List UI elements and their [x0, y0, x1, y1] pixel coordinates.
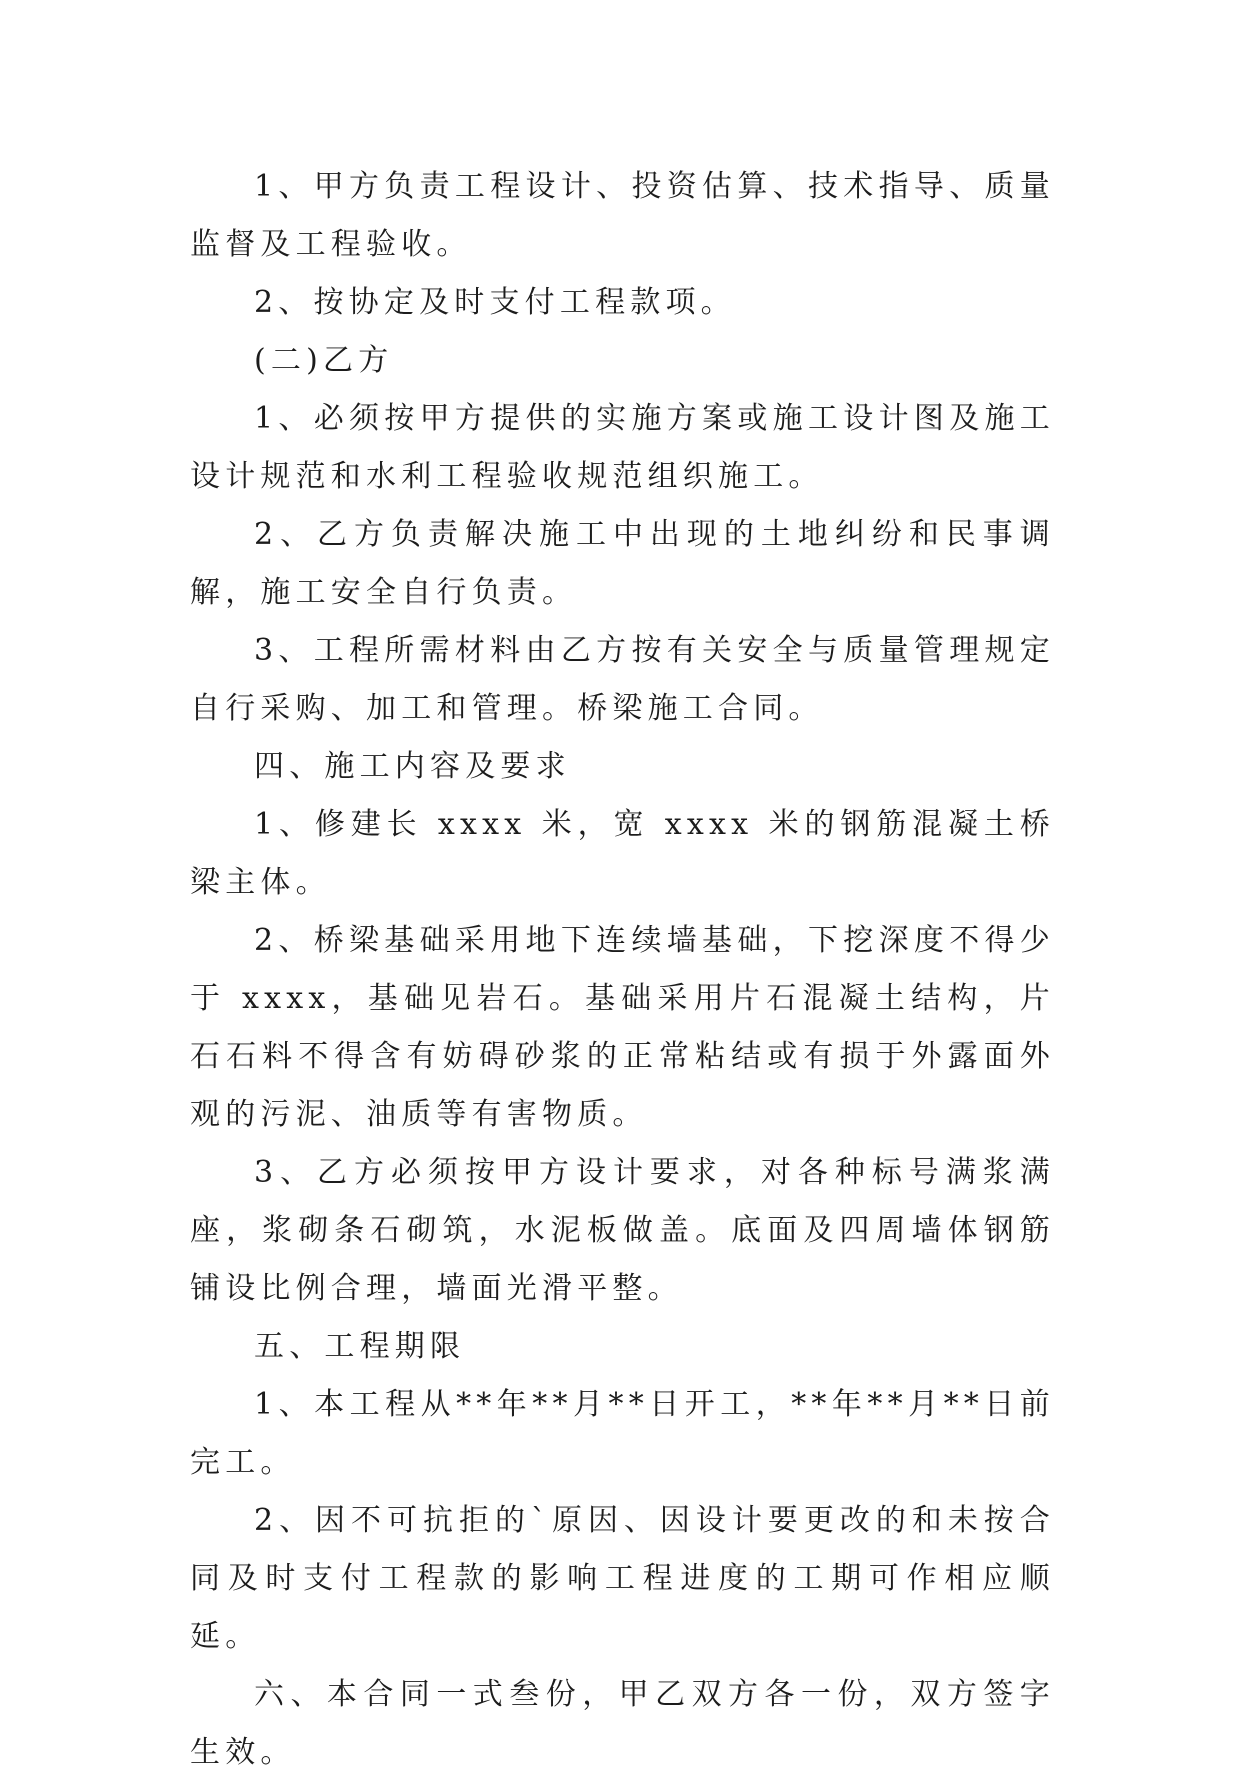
clause-construction-item-3: 3、乙方必须按甲方设计要求，对各种标号满浆满座，浆砌条石砌筑，水泥板做盖。底面及四周墙体钢筋铺设比例合理，墙面光滑平整。 — [190, 1155, 1055, 1306]
section-heading-schedule: 五、工程期限 — [254, 1329, 466, 1364]
clause-schedule-item-1: 1、本工程从**年**月**日开工，**年**月**日前完工。 — [190, 1387, 1055, 1480]
clause-copies: 六、本合同一式叁份，甲乙双方各一份，双方签字生效。 — [190, 1677, 1055, 1770]
clause-schedule-item-2: 2、因不可抗拒的`原因、因设计要更改的和未按合同及时支付工程款的影响工程进度的工期可作相应顺延。 — [190, 1503, 1055, 1654]
clause-party-a-item-2: 2、按协定及时支付工程款项。 — [254, 285, 736, 320]
section-heading-party-b: (二)乙方 — [254, 343, 394, 378]
clause-party-a-item-1: 1、甲方负责工程设计、投资估算、技术指导、质量监督及工程验收。 — [190, 169, 1055, 262]
clause-party-b-item-3: 3、工程所需材料由乙方按有关安全与质量管理规定自行采购、加工和管理。桥梁施工合同。 — [190, 633, 1055, 726]
clause-party-b-item-1: 1、必须按甲方提供的实施方案或施工设计图及施工设计规范和水利工程验收规范组织施工。 — [190, 401, 1055, 494]
contract-body — [190, 158, 1055, 1782]
clause-construction-item-2: 2、桥梁基础采用地下连续墙基础，下挖深度不得少于 xxxx，基础见岩石。基础采用片石混凝土结构，片石石料不得含有妨碍砂浆的正常粘结或有损于外露面外观的污泥、油质等有害物质。 — [190, 923, 1055, 1132]
section-heading-construction: 四、施工内容及要求 — [254, 749, 571, 784]
clause-party-b-item-2: 2、乙方负责解决施工中出现的土地纠纷和民事调解，施工安全自行负责。 — [190, 517, 1055, 610]
clause-construction-item-1: 1、修建长 xxxx 米，宽 xxxx 米的钢筋混凝土桥梁主体。 — [190, 807, 1055, 900]
